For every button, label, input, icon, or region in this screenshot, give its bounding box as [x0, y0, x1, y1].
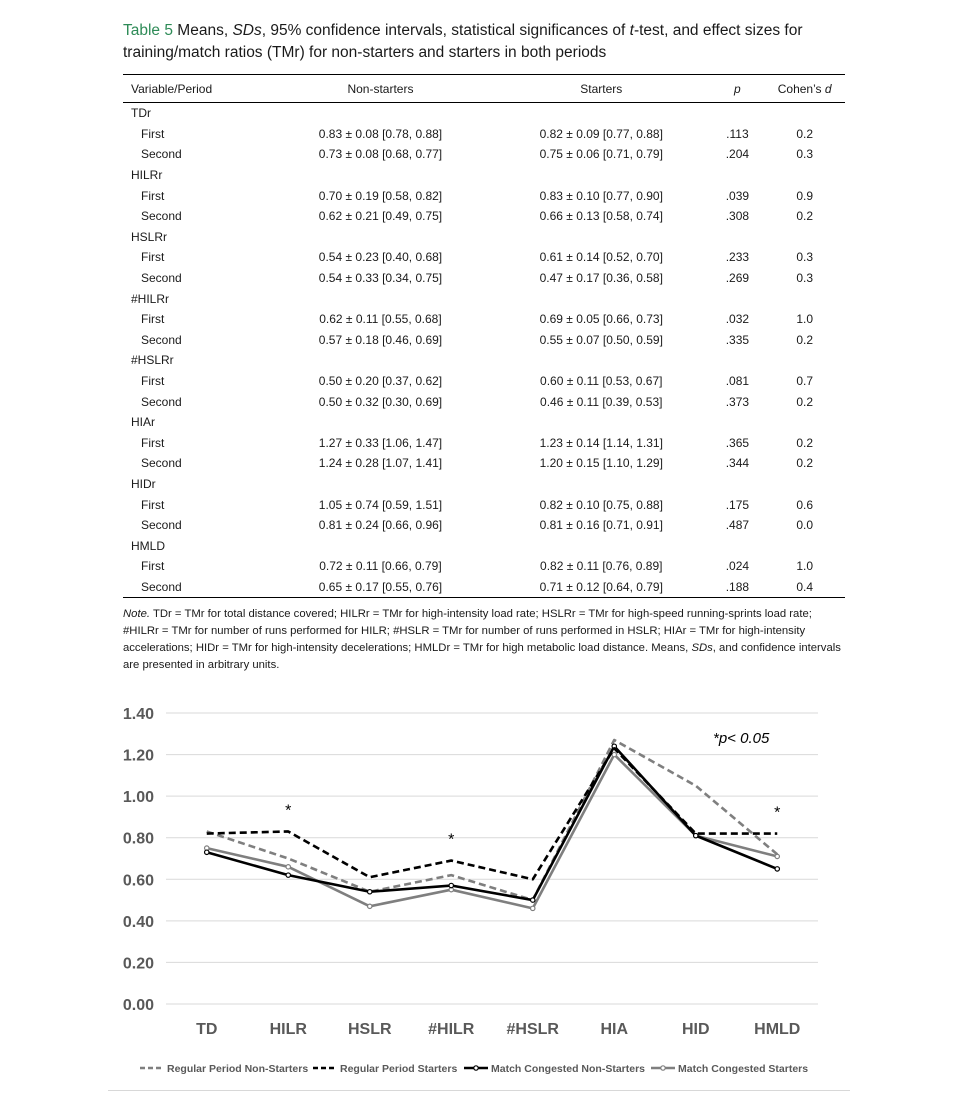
period-cell: First: [141, 374, 165, 389]
p-cell: .344: [725, 456, 750, 471]
period-cell: Second: [123, 577, 269, 598]
data-point: [612, 752, 616, 756]
table-group-row: [123, 535, 845, 556]
table-row: [123, 515, 845, 536]
data-point: [775, 854, 779, 858]
table-row: [123, 453, 845, 474]
cohens-d-cell: 0.3: [796, 147, 813, 162]
nonstarters-cell: 0.73 ± 0.08 [0.68, 0.77]: [318, 147, 443, 162]
cohens-d-cell: 0.2: [796, 435, 813, 450]
header-nonstarters: Non-starters: [269, 75, 492, 103]
legend-label: Match Congested Non-Starters: [491, 1063, 646, 1075]
cohens-d-cell: 0.4: [764, 577, 845, 598]
cohens-d-cell: 0.7: [796, 374, 813, 389]
p-cell: .335: [725, 332, 750, 347]
header-p: [710, 75, 764, 103]
cohens-d-cell: 0.3: [796, 271, 813, 286]
starters-cell: 0.71 ± 0.12 [0.64, 0.79]: [492, 577, 710, 598]
cohens-d-cell: 0.2: [796, 332, 813, 347]
x-tick-label: HIA: [600, 1021, 629, 1038]
data-point: [531, 906, 535, 910]
nonstarters-cell: 1.27 ± 0.33 [1.06, 1.47]: [318, 435, 443, 450]
table-row: [123, 330, 845, 351]
y-tick-label: 0.40: [122, 913, 154, 931]
significance-marker: *: [448, 831, 455, 849]
nonstarters-cell: 0.50 ± 0.32 [0.30, 0.69]: [318, 394, 443, 409]
period-cell: Second: [141, 147, 182, 162]
data-point: [368, 890, 372, 894]
header-d-italic: d: [824, 81, 832, 96]
note-sds: SDs: [691, 642, 713, 654]
y-tick-label: 1.00: [122, 789, 154, 807]
y-tick-label: 1.20: [122, 747, 154, 765]
period-cell: First: [141, 497, 165, 512]
cohens-d-cell: 0.2: [796, 126, 813, 141]
p-cell: .365: [725, 435, 750, 450]
y-tick-label: 0.80: [122, 830, 154, 848]
group-label: HMLD: [131, 538, 166, 553]
p-cell: .024: [725, 559, 750, 574]
group-label: HSLRr: [131, 229, 168, 244]
starters-cell: 0.82 ± 0.10 [0.75, 0.88]: [539, 497, 663, 512]
x-tick-label: HILR: [269, 1021, 307, 1038]
period-cell: Second: [141, 394, 182, 409]
p-cell: .113: [726, 126, 749, 141]
table-row: [123, 247, 845, 268]
table-row: [123, 494, 845, 515]
cohens-d-cell: 0.2: [796, 456, 813, 471]
starters-cell: 0.81 ± 0.16 [0.71, 0.91]: [539, 518, 663, 533]
p-cell: .204: [725, 147, 750, 162]
header-starters: Starters: [492, 75, 710, 103]
nonstarters-cell: 0.70 ± 0.19 [0.58, 0.82]: [318, 188, 443, 203]
table-row: [123, 309, 845, 330]
group-label: HIAr: [131, 415, 155, 430]
data-point: [694, 833, 698, 837]
table-row: [123, 206, 845, 227]
data-point: [286, 865, 290, 869]
caption-sds: SDs: [232, 22, 262, 39]
nonstarters-cell: 0.54 ± 0.23 [0.40, 0.68]: [318, 250, 443, 265]
nonstarters-cell: 0.57 ± 0.18 [0.46, 0.69]: [318, 332, 443, 347]
period-cell: Second: [141, 518, 182, 533]
p-cell: .487: [725, 518, 750, 533]
p-cell: .373: [725, 394, 750, 409]
table-group-row: [123, 412, 845, 433]
table-note: [123, 606, 847, 674]
table-number: Table 5: [123, 22, 173, 39]
period-cell: First: [141, 126, 165, 141]
caption-t: t: [629, 22, 634, 39]
x-tick-label: #HSLR: [506, 1021, 559, 1038]
table-row: [123, 371, 845, 392]
period-cell: First: [141, 188, 165, 203]
y-tick-label: 0.00: [122, 997, 154, 1014]
p-cell: .188: [710, 577, 764, 598]
table-group-row: [123, 227, 845, 248]
header-variable: Variable/Period: [123, 75, 269, 103]
nonstarters-cell: 0.50 ± 0.20 [0.37, 0.62]: [318, 374, 443, 389]
legend-marker: [474, 1066, 478, 1070]
p-cell: .269: [725, 271, 750, 286]
significance-annotation: *p< 0.05: [713, 730, 770, 747]
period-cell: First: [141, 312, 165, 327]
group-label: TDr: [131, 106, 151, 121]
cohens-d-cell: 1.0: [796, 559, 813, 574]
group-label: #HSLRr: [131, 353, 174, 368]
nonstarters-cell: 0.62 ± 0.21 [0.49, 0.75]: [318, 209, 443, 224]
p-cell: .039: [725, 188, 750, 203]
cohens-d-cell: 0.2: [796, 209, 813, 224]
starters-cell: 0.69 ± 0.05 [0.66, 0.73]: [539, 312, 663, 327]
y-tick-label: 0.20: [122, 955, 154, 973]
legend-label: Regular Period Starters: [340, 1063, 458, 1075]
period-cell: Second: [141, 456, 182, 471]
group-label: HIDr: [131, 476, 156, 491]
period-cell: First: [141, 435, 165, 450]
table-group-row: [123, 474, 845, 495]
data-point: [286, 873, 290, 877]
table-row: [123, 268, 845, 289]
x-tick-label: #HILR: [428, 1021, 475, 1038]
data-point: [368, 904, 372, 908]
results-table: [123, 74, 845, 598]
nonstarters-cell: 0.72 ± 0.11 [0.66, 0.79]: [319, 559, 442, 574]
note-text: , and confidence intervals are presented in arbitrary units.: [123, 642, 841, 671]
table-group-row: [123, 103, 845, 124]
divider: [108, 1090, 850, 1091]
cohens-d-cell: 1.0: [796, 312, 813, 327]
period-cell: Second: [141, 209, 182, 224]
y-tick-label: 1.40: [122, 706, 154, 723]
x-tick-label: HMLD: [754, 1021, 801, 1038]
header-d-text: Cohen’s: [777, 81, 825, 96]
table-row: [123, 124, 845, 145]
header-p-text: p: [734, 81, 741, 96]
nonstarters-cell: 0.65 ± 0.17 [0.55, 0.76]: [269, 577, 492, 598]
starters-cell: 0.75 ± 0.06 [0.71, 0.79]: [539, 147, 663, 162]
data-point: [775, 867, 779, 871]
period-cell: First: [141, 559, 165, 574]
table-row: [123, 144, 845, 165]
period-cell: First: [141, 250, 165, 265]
significance-marker: *: [774, 804, 781, 822]
line-chart: [108, 695, 850, 1087]
starters-cell: 0.55 ± 0.07 [0.50, 0.59]: [539, 332, 663, 347]
starters-cell: 0.82 ± 0.11 [0.76, 0.89]: [540, 559, 663, 574]
note-label: Note.: [123, 608, 151, 620]
x-tick-label: HID: [681, 1021, 710, 1038]
nonstarters-cell: 0.54 ± 0.33 [0.34, 0.75]: [318, 271, 443, 286]
table-row: [123, 577, 845, 598]
nonstarters-cell: 1.24 ± 0.28 [1.07, 1.41]: [318, 456, 443, 471]
caption-text: Means,: [172, 22, 233, 39]
cohens-d-cell: 0.0: [796, 518, 813, 533]
x-tick-label: HSLR: [347, 1021, 392, 1038]
cohens-d-cell: 0.3: [796, 250, 813, 265]
cohens-d-cell: 0.9: [796, 188, 813, 203]
starters-cell: 1.23 ± 0.14 [1.14, 1.31]: [539, 435, 663, 450]
p-cell: .175: [725, 497, 750, 512]
y-tick-label: 0.60: [122, 872, 154, 890]
period-cell: Second: [141, 271, 182, 286]
table-group-row: [123, 350, 845, 371]
p-cell: .081: [725, 374, 750, 389]
group-label: HILRr: [131, 168, 163, 183]
starters-cell: 1.20 ± 0.15 [1.10, 1.29]: [539, 456, 663, 471]
nonstarters-cell: 0.62 ± 0.11 [0.55, 0.68]: [319, 312, 442, 327]
header-cohens-d: [764, 75, 845, 103]
table-group-row: [123, 288, 845, 309]
table-body: [123, 103, 845, 598]
data-point: [449, 883, 453, 887]
table-caption: [123, 20, 847, 64]
starters-cell: 0.66 ± 0.13 [0.58, 0.74]: [539, 209, 663, 224]
caption-text: -test, and effect sizes for training/match ratios (TMr) for non-starters and starters in both periods: [123, 22, 803, 61]
period-cell: Second: [141, 332, 182, 347]
table-group-row: [123, 165, 845, 186]
starters-cell: 0.47 ± 0.17 [0.36, 0.58]: [539, 271, 663, 286]
p-cell: .308: [725, 209, 750, 224]
data-point: [205, 850, 209, 854]
legend-label: Match Congested Starters: [678, 1063, 809, 1075]
cohens-d-cell: 0.6: [796, 497, 813, 512]
data-point: [531, 898, 535, 902]
starters-cell: 0.61 ± 0.14 [0.52, 0.70]: [539, 250, 663, 265]
nonstarters-cell: 1.05 ± 0.74 [0.59, 1.51]: [318, 497, 443, 512]
starters-cell: 0.82 ± 0.09 [0.77, 0.88]: [539, 126, 663, 141]
significance-marker: *: [285, 802, 292, 820]
p-cell: .233: [725, 250, 750, 265]
starters-cell: 0.83 ± 0.10 [0.77, 0.90]: [539, 188, 663, 203]
group-label: #HILRr: [131, 291, 170, 306]
nonstarters-cell: 0.81 ± 0.24 [0.66, 0.96]: [318, 518, 443, 533]
cohens-d-cell: 0.2: [796, 394, 813, 409]
series-line: [207, 746, 781, 900]
table-header-row: [123, 75, 845, 103]
table-row: [123, 556, 845, 577]
table-row: [123, 391, 845, 412]
table-row: [123, 185, 845, 206]
starters-cell: 0.46 ± 0.11 [0.39, 0.53]: [540, 394, 663, 409]
caption-text: , 95% confidence intervals, statistical significances of: [261, 22, 630, 39]
x-tick-label: TD: [196, 1021, 218, 1038]
legend-marker: [661, 1066, 665, 1070]
starters-cell: 0.60 ± 0.11 [0.53, 0.67]: [540, 374, 663, 389]
note-text: TDr = TMr for total distance covered; HILRr = TMr for high-intensity load rate; HSLRr = TMr for high-speed running-sprints load rate; #HILRr = TMr for number of runs performed for HILR; #HSLR = TMr for number of runs performed in HSLR; HIAr = TMr for high-intensity accelerations; HIDr = TMr for high-intensity decelerations; HMLDr = TMr for high metabolic load distance. Means,: [123, 608, 812, 654]
legend-label: Regular Period Non-Starters: [167, 1063, 309, 1075]
nonstarters-cell: 0.83 ± 0.08 [0.78, 0.88]: [318, 126, 443, 141]
p-cell: .032: [725, 312, 750, 327]
table-row: [123, 433, 845, 454]
